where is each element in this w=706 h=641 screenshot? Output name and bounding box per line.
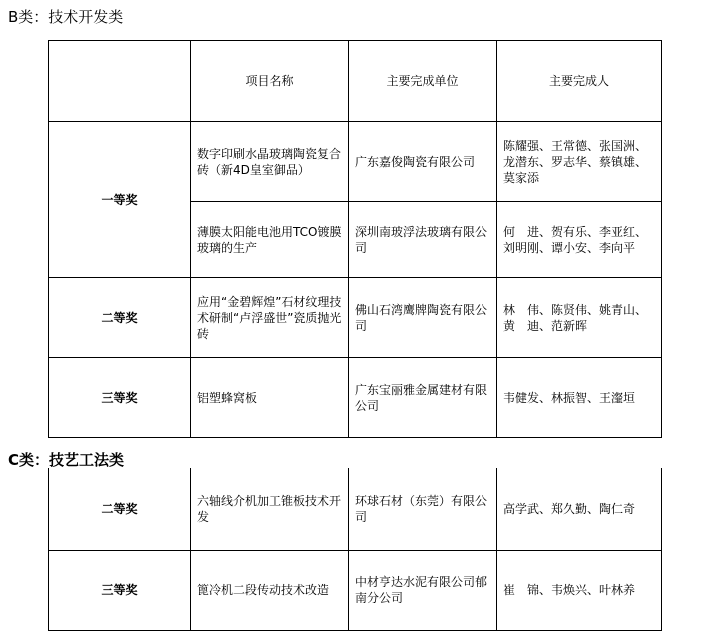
- header-award: [49, 41, 191, 122]
- persons-cell: 陈耀强、王常德、张国洲、龙潜东、罗志华、蔡镇雄、莫家添: [497, 122, 662, 202]
- unit-cell: 广东嘉俊陶瓷有限公司: [349, 122, 497, 202]
- table-row: [49, 550, 662, 630]
- header-unit: 主要完成单位: [349, 41, 497, 122]
- unit-cell: 环球石材（东莞）有限公司: [349, 468, 497, 550]
- award-cell: 二等奖: [49, 278, 191, 358]
- persons-cell: 崔 锦、韦焕兴、叶林养: [497, 550, 662, 630]
- project-cell: 铝塑蜂窝板: [191, 358, 349, 438]
- craft-method-table: [48, 468, 662, 631]
- header-project-name: 项目名称: [191, 41, 349, 122]
- table-row: [49, 358, 662, 438]
- project-cell: 应用“金碧辉煌”石材纹理技术研制“卢浮盛世”瓷质抛光砖: [191, 278, 349, 358]
- project-cell: 六轴线介机加工锥板技术开发: [191, 468, 349, 550]
- award-cell: 三等奖: [49, 550, 191, 630]
- table-header-row: [49, 41, 662, 122]
- tech-development-table: [48, 40, 662, 438]
- unit-cell: 广东宝丽雅金属建材有限公司: [349, 358, 497, 438]
- unit-cell: 中材亨达水泥有限公司郁南分公司: [349, 550, 497, 630]
- project-cell: 数字印刷水晶玻璃陶瓷复合砖（新4D皇室御品）: [191, 122, 349, 202]
- unit-cell: 深圳南玻浮法玻璃有限公司: [349, 202, 497, 278]
- section-c-title: C类：技艺工法类: [8, 451, 125, 469]
- table-row: [49, 278, 662, 358]
- project-cell: 薄膜太阳能电池用TCO镀膜玻璃的生产: [191, 202, 349, 278]
- unit-cell: 佛山石湾鹰牌陶瓷有限公司: [349, 278, 497, 358]
- header-persons: 主要完成人: [497, 41, 662, 122]
- award-cell: 三等奖: [49, 358, 191, 438]
- award-cell: 二等奖: [49, 468, 191, 550]
- section-b-title: B类：技术开发类: [8, 8, 124, 26]
- table-row: [49, 468, 662, 550]
- persons-cell: 高学武、郑久勤、陶仁奇: [497, 468, 662, 550]
- project-cell: 篦冷机二段传动技术改造: [191, 550, 349, 630]
- persons-cell: 林 伟、陈贤伟、姚青山、黄 迪、范新晖: [497, 278, 662, 358]
- table-row: [49, 122, 662, 202]
- persons-cell: 韦健发、林振智、王瀣垣: [497, 358, 662, 438]
- award-cell: 一等奖: [49, 122, 191, 278]
- persons-cell: 何 进、贺有乐、李亚红、刘明刚、谭小安、李向平: [497, 202, 662, 278]
